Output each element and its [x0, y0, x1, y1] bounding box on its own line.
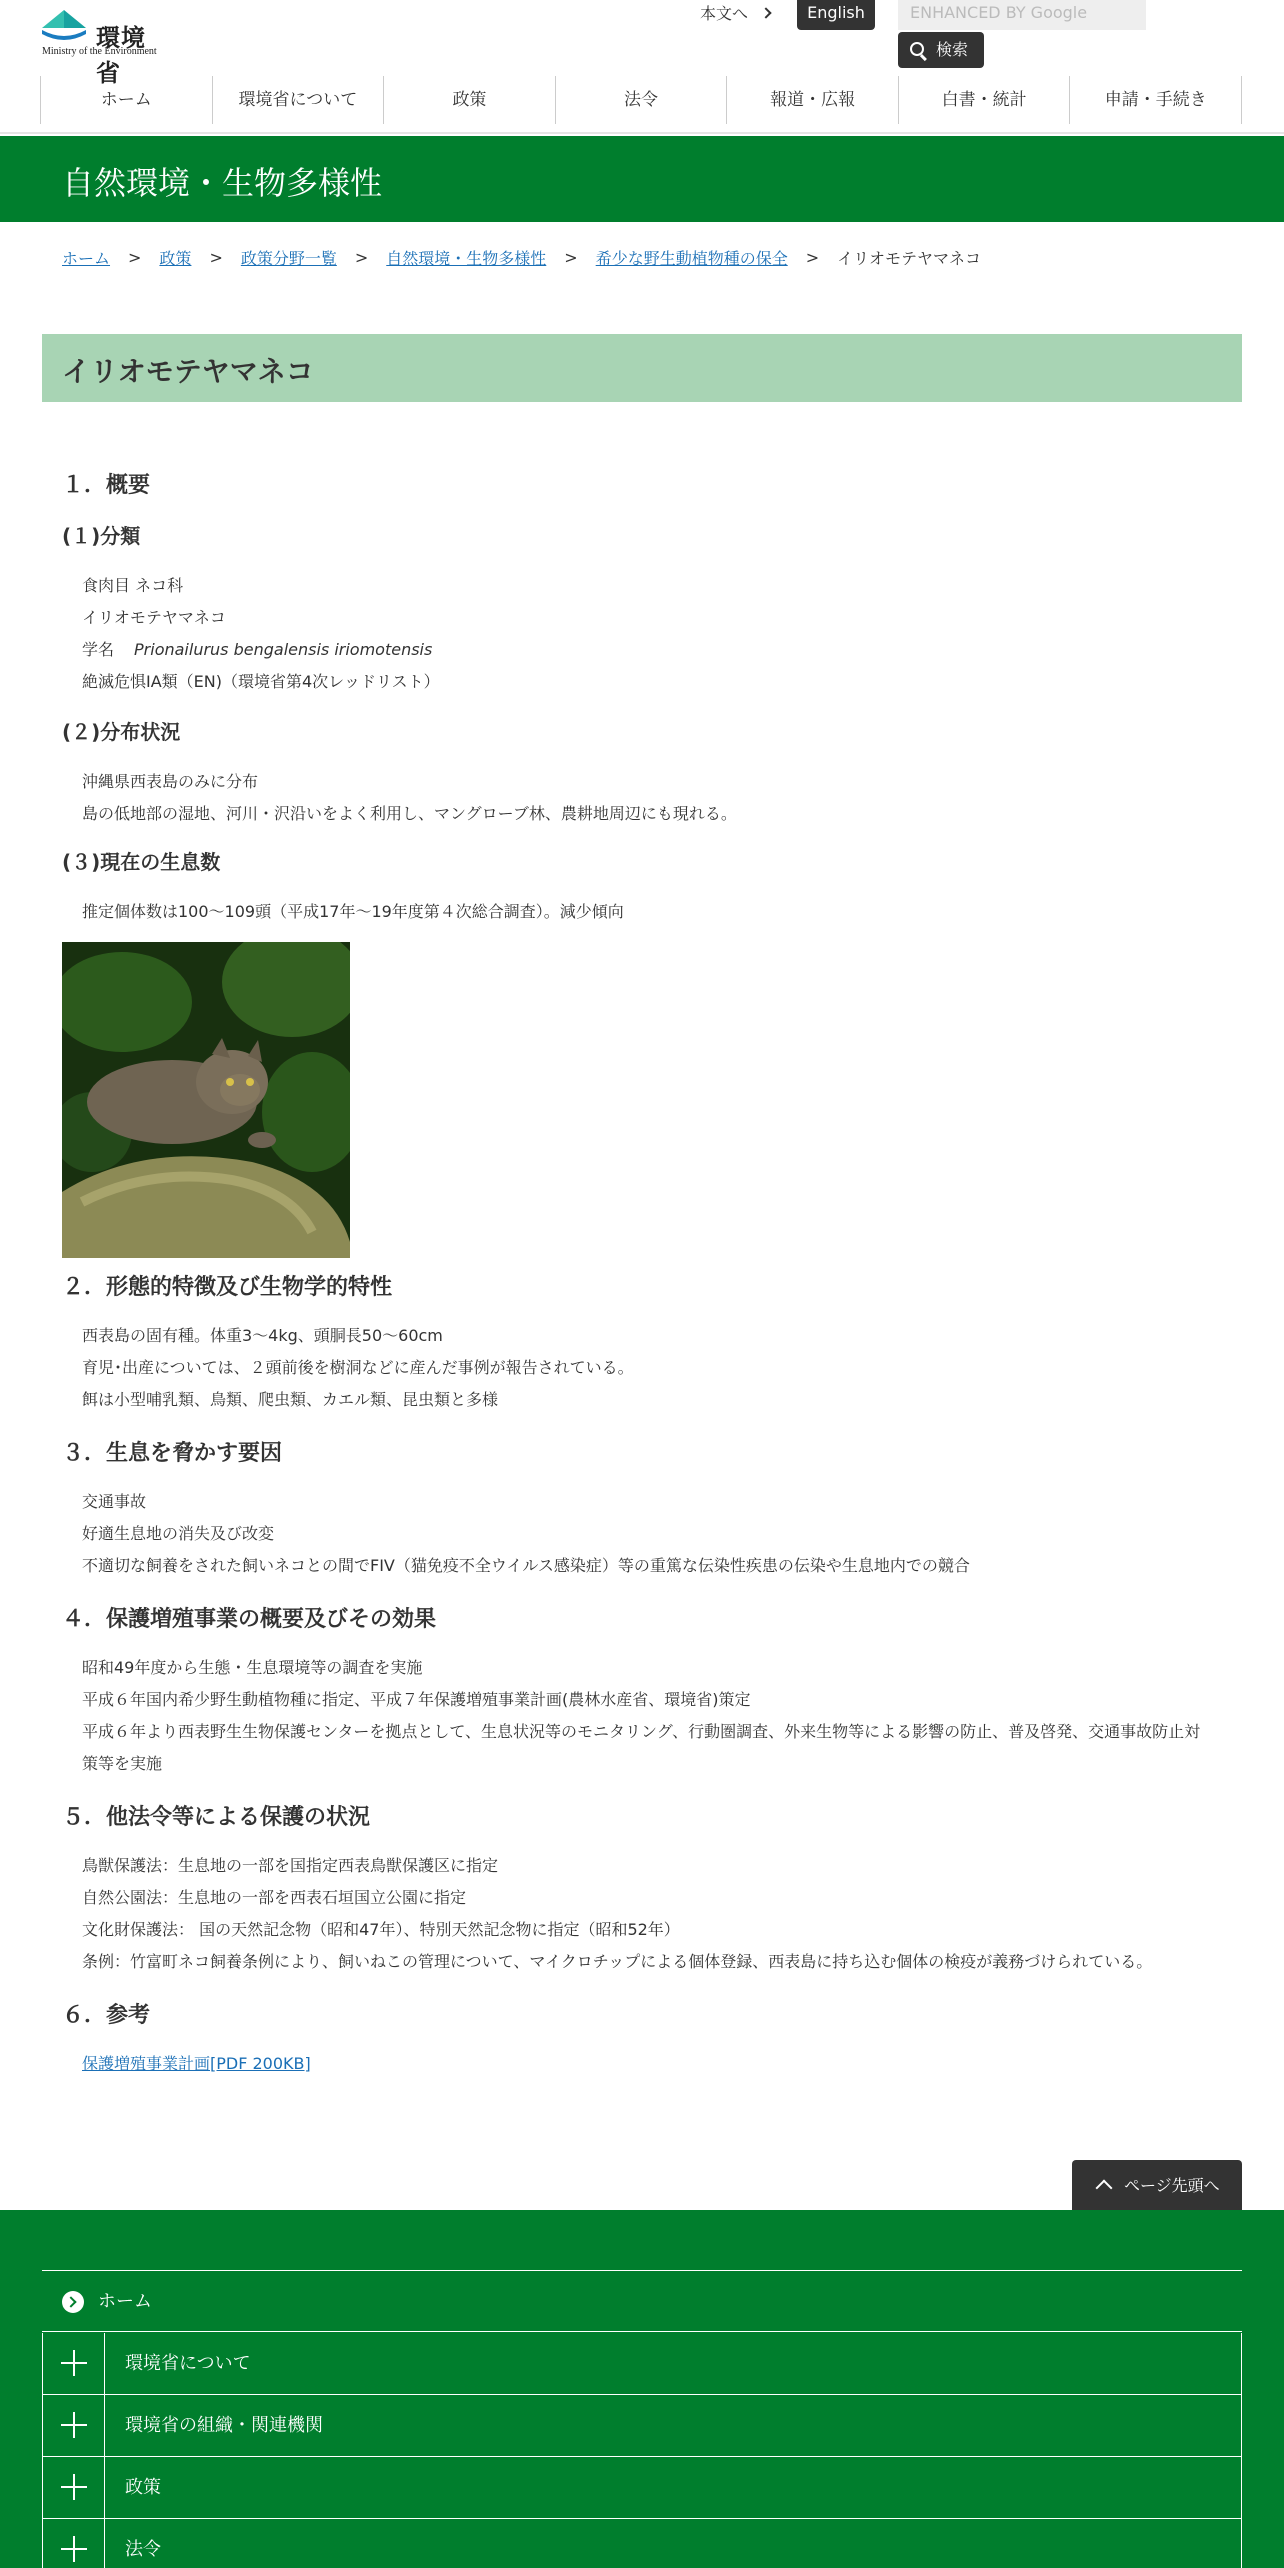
characteristics-line: 餌は小型哺乳類、鳥類、爬虫類、カエル類、昆虫類と多様 [82, 1390, 499, 1409]
iriomote-cat-photo [62, 942, 350, 1258]
breadcrumb-link-policy[interactable]: 政策 [159, 249, 192, 268]
threat-line: 不適切な飼養をされた飼いネコとの間でFIV（猫免疫不全ウイルス感染症）等の重篤な伝染性疾患の伝染や生息地内での競合 [82, 1556, 970, 1575]
search-input[interactable]: ENHANCED BY Google [898, 0, 1146, 30]
program-line: 平成６年より西表野生生物保護センターを拠点として、生息状況等のモニタリング、行動圏調査、外来生物等による影響の防止、普及啓発、交通事故防止対 [82, 1722, 1201, 1741]
section-1-3-heading: (３)現在の生息数 [62, 850, 221, 874]
redlist-line: 絶滅危惧IA類（EN)（環境省第4次レッドリスト） [82, 672, 440, 691]
characteristics-line: 育児･出産については、２頭前後を樹洞などに産んだ事例が報告されている。 [82, 1358, 634, 1377]
category-banner [0, 136, 1284, 222]
sci-name-label: 学名 [82, 640, 115, 659]
nav-item-home[interactable]: ホーム [40, 76, 212, 124]
page-title-box [42, 334, 1242, 402]
threat-line: 交通事故 [82, 1492, 147, 1511]
page-title: イリオモテヤマネコ [62, 355, 314, 388]
characteristics-line: 西表島の固有種。体重3～4kg、頭胴長50～60cm [82, 1326, 443, 1345]
nav-item-whitepaper[interactable]: 白書・統計 [898, 76, 1070, 124]
breadcrumb-link-home[interactable]: ホーム [62, 249, 111, 268]
section-4-heading: ４．保護増殖事業の概要及びその効果 [62, 1607, 437, 1632]
nav-item-application[interactable]: 申請・手続き [1069, 76, 1242, 124]
chevron-right-icon [760, 7, 771, 18]
section-6-heading: ６．参考 [62, 2003, 151, 2028]
ministry-logo-icon [40, 8, 90, 48]
section-3-heading: ３．生息を脅かす要因 [62, 1441, 283, 1466]
site-footer [0, 2210, 1284, 2568]
breadcrumb-separator: > [209, 248, 223, 267]
footer-item-about[interactable] [42, 2333, 1242, 2395]
law-line: 鳥獣保護法：生息地の一部を国指定西表鳥獣保護区に指定 [82, 1856, 499, 1875]
skip-link-label: 本文へ [700, 4, 749, 23]
page-top-button[interactable] [1072, 2160, 1242, 2212]
distribution-line: 沖縄県西表島のみに分布 [82, 772, 259, 791]
nav-item-about[interactable]: 環境省について [212, 76, 384, 124]
nav-item-policy[interactable]: 政策 [383, 76, 555, 124]
program-line: 昭和49年度から生態・生息環境等の調査を実施 [82, 1658, 423, 1677]
breadcrumb-separator: > [354, 248, 369, 267]
section-2-heading: ２．形態的特徴及び生物学的特性 [62, 1275, 393, 1300]
breadcrumb-separator: > [805, 248, 820, 267]
law-line: 自然公園法：生息地の一部を西表石垣国立公園に指定 [82, 1888, 467, 1907]
logo-text-jp: 環境省 [96, 24, 146, 87]
logo-text-en: Ministry of the Environment [42, 46, 157, 57]
law-line: 文化財保護法： 国の天然記念物（昭和47年）、特別天然記念物に指定（昭和52年） [82, 1920, 680, 1939]
search-icon [910, 42, 924, 56]
nav-divider [0, 132, 1284, 134]
site-logo[interactable] [40, 8, 170, 87]
plus-icon[interactable] [43, 2395, 105, 2456]
chevron-circle-right-icon [62, 2291, 84, 2313]
program-line: 平成６年国内希少野生動植物種に指定、平成７年保護増殖事業計画(農林水産省、環境省)策定 [82, 1690, 751, 1709]
plus-icon[interactable] [43, 2333, 105, 2394]
breadcrumb-link-policy-list[interactable]: 政策分野一覧 [240, 249, 337, 268]
distribution-line: 島の低地部の湿地、河川・沢沿いをよく利用し、マングローブ林、農耕地周辺にも現れる。 [82, 804, 737, 823]
breadcrumb-link-nature[interactable]: 自然環境・生物多様性 [386, 249, 547, 268]
category-title: 自然環境・生物多様性 [62, 164, 383, 202]
global-nav [40, 76, 1242, 124]
population-line: 推定個体数は100～109頭（平成17年～19年度第４次総合調査）。減少傾向 [82, 902, 624, 921]
skip-to-content-link[interactable] [700, 0, 770, 28]
footer-item-policy[interactable] [42, 2457, 1242, 2519]
page-top-label: ページ先頭へ [1124, 2176, 1220, 2195]
plus-icon[interactable] [43, 2457, 105, 2518]
nav-item-law[interactable]: 法令 [555, 76, 727, 124]
footer-item-label: 環境省について [125, 2353, 251, 2374]
breadcrumb-link-rare-species[interactable]: 希少な野生動植物種の保全 [595, 249, 788, 268]
footer-item-label: 環境省の組織・関連機関 [125, 2415, 323, 2436]
section-5-heading: ５．他法令等による保護の状況 [62, 1805, 371, 1830]
footer-home-label: ホーム [98, 2291, 152, 2312]
footer-item-label: 政策 [125, 2477, 161, 2498]
breadcrumb-separator: > [564, 248, 578, 267]
footer-home-link[interactable] [42, 2270, 1242, 2332]
reference-item [62, 2048, 311, 2080]
footer-item-label: 法令 [125, 2539, 161, 2560]
search-button[interactable] [898, 32, 984, 68]
search-button-label: 検索 [936, 40, 969, 59]
site-header [0, 0, 1284, 110]
chevron-up-icon [1096, 2180, 1113, 2197]
law-line: 条例：竹富町ネコ飼養条例により、飼いねこの管理について、マイクロチップによる個体登録、西表島に持ち込む個体の検疫が義務づけられている。 [82, 1952, 1153, 1971]
plus-icon[interactable] [43, 2519, 105, 2568]
scientific-name-line [62, 634, 432, 666]
program-line: 策等を実施 [82, 1754, 163, 1773]
footer-item-law[interactable] [42, 2519, 1242, 2568]
section-1-heading: １．概要 [62, 473, 151, 498]
breadcrumb-separator: > [128, 248, 142, 267]
classification-line: イリオモテヤマネコ [82, 608, 226, 627]
sci-name: Prionailurus bengalensis iriomotensis [134, 640, 433, 659]
classification-line: 食肉目 ネコ科 [82, 576, 184, 595]
threat-line: 好適生息地の消失及び改変 [82, 1524, 275, 1543]
nav-item-press[interactable]: 報道・広報 [726, 76, 898, 124]
section-1-1-heading: (１)分類 [62, 524, 141, 548]
footer-item-organization[interactable] [42, 2395, 1242, 2457]
reference-pdf-link[interactable]: 保護増殖事業計画[PDF 200KB] [82, 2054, 311, 2073]
breadcrumb [62, 246, 981, 269]
section-1-2-heading: (２)分布状況 [62, 720, 181, 744]
breadcrumb-current: イリオモテヤマネコ [837, 249, 981, 268]
english-button[interactable]: English [797, 0, 875, 30]
